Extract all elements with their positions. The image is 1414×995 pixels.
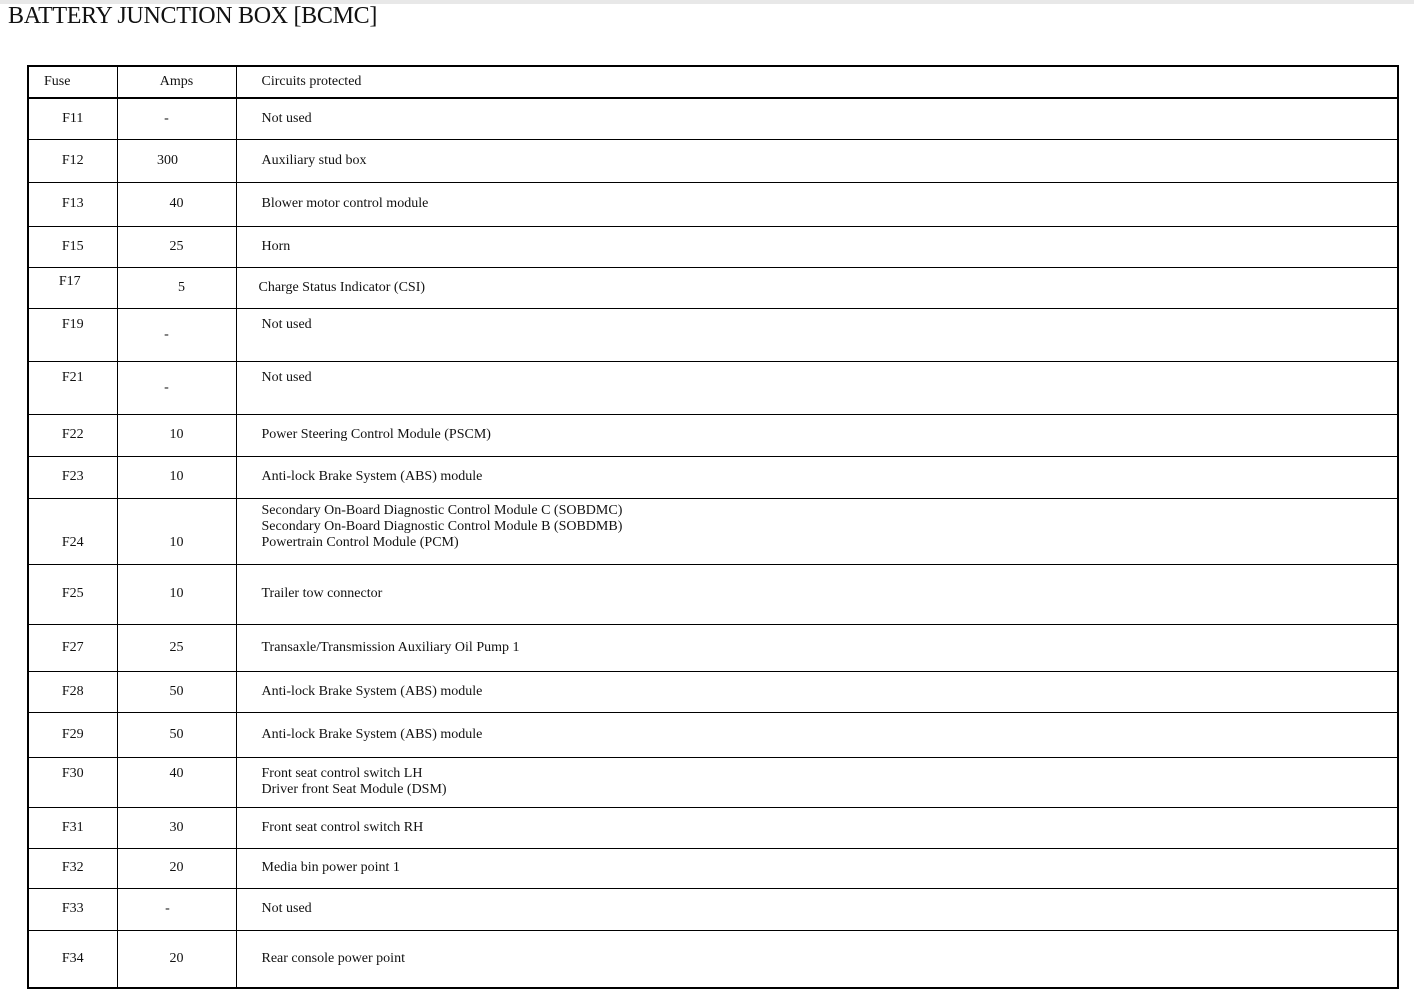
circuit-text: Blower motor control module bbox=[261, 196, 429, 211]
fuse-cell: F21 bbox=[28, 351, 117, 404]
amps-cell: 30 bbox=[117, 807, 236, 848]
amps-cell: 10 bbox=[117, 510, 236, 576]
fuse-cell: F17 bbox=[25, 261, 114, 302]
page-title: BATTERY JUNCTION BOX [BCMC] bbox=[8, 3, 378, 29]
amps-cell: 50 bbox=[117, 671, 236, 712]
table-row bbox=[28, 848, 1398, 888]
circuits-cell bbox=[236, 226, 1398, 267]
fuse-cell: F25 bbox=[28, 564, 117, 624]
fuse-cell: F11 bbox=[28, 98, 117, 139]
amps-cell: 20 bbox=[117, 848, 236, 888]
fuse-cell: F34 bbox=[28, 930, 117, 988]
amps-cell: 40 bbox=[117, 182, 236, 226]
table-row bbox=[28, 361, 1398, 414]
fuse-cell: F32 bbox=[28, 848, 117, 888]
fuse-table-body bbox=[28, 66, 1398, 988]
circuit-text: Powertrain Control Module (PCM) bbox=[261, 535, 459, 550]
circuit-text: Auxiliary stud box bbox=[261, 152, 367, 168]
amps-cell: 10 bbox=[117, 564, 236, 624]
circuits-cell bbox=[236, 930, 1398, 988]
table-row bbox=[28, 807, 1398, 848]
circuits-cell bbox=[236, 494, 1398, 560]
circuit-text: Anti-lock Brake System (ABS) module bbox=[261, 469, 483, 484]
table-row bbox=[28, 139, 1398, 182]
table-row bbox=[28, 930, 1398, 988]
table-row bbox=[28, 624, 1398, 671]
table-row bbox=[28, 456, 1398, 498]
circuit-text: Horn bbox=[261, 238, 291, 254]
fuse-cell: F12 bbox=[28, 139, 117, 182]
circuit-text: Rear console power point bbox=[261, 950, 405, 966]
table-row bbox=[28, 414, 1398, 456]
amps-cell: 300 bbox=[108, 139, 227, 182]
fuse-cell: F24 bbox=[28, 510, 117, 576]
circuit-text: Secondary On-Board Diagnostic Control Module C (SOBDMC) bbox=[261, 503, 623, 518]
fuse-cell: F29 bbox=[28, 712, 117, 757]
table-row bbox=[28, 182, 1398, 226]
circuit-text: Not used bbox=[261, 901, 312, 916]
table-row bbox=[28, 226, 1398, 267]
table-row bbox=[28, 888, 1398, 930]
circuit-text: Not used bbox=[261, 316, 312, 332]
circuit-text: Front seat control switch RH bbox=[261, 819, 424, 835]
circuits-cell bbox=[236, 414, 1398, 456]
amps-cell: 50 bbox=[117, 712, 236, 757]
circuit-text: Secondary On-Board Diagnostic Control Module B (SOBDMB) bbox=[261, 519, 623, 534]
circuit-text: Media bin power point 1 bbox=[261, 860, 400, 875]
circuits-cell bbox=[236, 456, 1398, 498]
circuits-cell bbox=[236, 888, 1398, 930]
amps-cell: 20 bbox=[117, 930, 236, 988]
circuit-text: Not used bbox=[261, 110, 312, 126]
table-row bbox=[28, 757, 1398, 807]
circuits-cell bbox=[236, 671, 1398, 712]
circuit-text: Anti-lock Brake System (ABS) module bbox=[261, 683, 483, 699]
circuits-cell bbox=[236, 807, 1398, 848]
amps-cell: 10 bbox=[117, 414, 236, 456]
fuse-cell: F15 bbox=[28, 226, 117, 267]
circuits-cell bbox=[236, 624, 1398, 671]
table-row bbox=[28, 98, 1398, 139]
amps-cell: 40 bbox=[117, 749, 236, 799]
circuit-text: Charge Status Indicator (CSI) bbox=[258, 279, 426, 295]
fuse-cell: F27 bbox=[28, 624, 117, 671]
header-row bbox=[28, 66, 1398, 98]
circuits-cell bbox=[236, 757, 1398, 807]
circuits-cell bbox=[236, 298, 1398, 351]
amps-cell: - bbox=[107, 361, 226, 414]
fuse-table bbox=[27, 65, 1399, 989]
fuse-cell: F30 bbox=[28, 749, 117, 799]
fuse-cell: F28 bbox=[28, 671, 117, 712]
header-circuits: Circuits protected bbox=[236, 66, 1398, 98]
circuit-text: Power Steering Control Module (PSCM) bbox=[261, 427, 491, 442]
fuse-cell: F22 bbox=[28, 414, 117, 456]
table-row bbox=[28, 498, 1398, 564]
circuits-cell bbox=[236, 139, 1398, 182]
amps-cell: - bbox=[108, 888, 227, 930]
circuits-cell bbox=[236, 564, 1398, 624]
circuit-text: Not used bbox=[261, 369, 312, 385]
amps-cell: - bbox=[107, 98, 226, 139]
fuse-cell: F23 bbox=[28, 456, 117, 498]
amps-cell: 25 bbox=[117, 226, 236, 267]
circuits-cell bbox=[236, 182, 1398, 226]
fuse-cell: F19 bbox=[28, 298, 117, 351]
amps-cell: 10 bbox=[117, 456, 236, 498]
circuits-cell bbox=[236, 351, 1398, 404]
fuse-cell: F31 bbox=[28, 807, 117, 848]
circuits-cell bbox=[236, 848, 1398, 888]
circuit-text: Driver front Seat Module (DSM) bbox=[261, 782, 447, 797]
fuse-cell: F13 bbox=[28, 182, 117, 226]
circuit-text: Transaxle/Transmission Auxiliary Oil Pump 1 bbox=[261, 639, 520, 655]
table-row bbox=[28, 671, 1398, 712]
header-amps: Amps bbox=[117, 66, 236, 98]
header-fuse: Fuse bbox=[28, 66, 117, 98]
amps-cell: 5 bbox=[122, 267, 241, 308]
circuit-text: Trailer tow connector bbox=[261, 586, 383, 601]
fuse-cell: F33 bbox=[28, 888, 117, 930]
circuits-cell bbox=[236, 712, 1398, 757]
circuits-cell bbox=[236, 98, 1398, 139]
amps-cell: - bbox=[107, 308, 226, 361]
amps-cell: 25 bbox=[117, 624, 236, 671]
circuit-text: Front seat control switch LH bbox=[261, 766, 423, 781]
circuit-text: Anti-lock Brake System (ABS) module bbox=[261, 726, 483, 742]
